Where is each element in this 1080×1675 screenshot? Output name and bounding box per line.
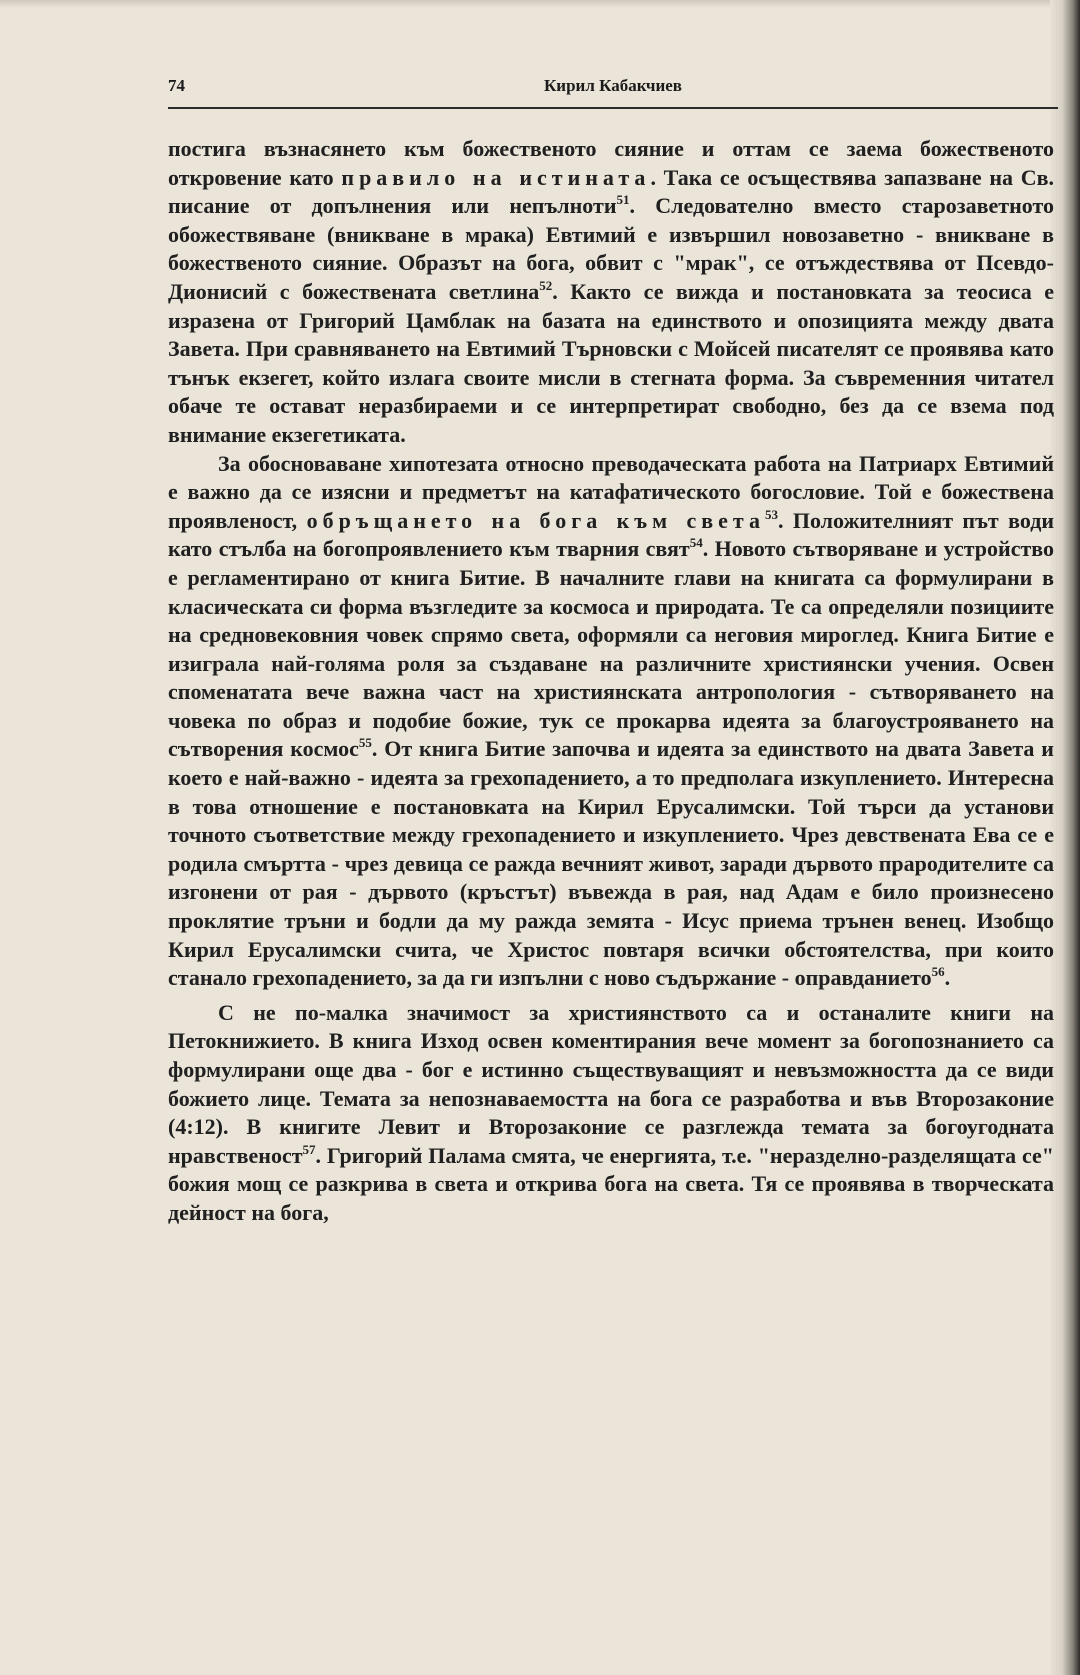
text-run: . От книга Битие започва и идеята за единството на двата Завета и което е най-важно - идеята за грехопадението, а то предполага изкуплението. Интересна в това отношение е постановката на Кирил Ерусалимски. Той търси да установи точното съответствие между грехопадението и изкуплението. Чрез девствената Ева се е родила смъртта - чрез девица се ражда вечният живот, заради дървото прародителите са изгонени от рая - дървото (кръстът) въвежда в рая, над Адам е било произнесено проклятие тръни и бодли да му ражда земята - Исус приема трънен венец. Изобщо Кирил Ерусалимски счита, че Христос повтаря всички обстоятелства, при които станало грехопадението, за да ги изпълни с ново съдържание - оправданието	[168, 736, 1054, 991]
footnote-ref: 56	[931, 964, 945, 980]
footnote-ref: 57	[302, 1141, 316, 1157]
text-run: . Както се вижда и постановката за теосиса е изразена от Григорий Цамблак на базата на единството и опозицията между двата Завета. При сравняването на Евтимий Търновски с Мойсей писателят се проявява като тънък екзегет, който излага своите мисли в стегната форма. За съвременния читател обаче те остават неразбираеми и се интерпретират свободно, без да се взема под внимание екзегетиката.	[168, 278, 1054, 447]
running-head: Кирил Кабакчиев	[543, 76, 682, 95]
footnote-ref: 55	[358, 735, 372, 751]
text-run: За обосноваване хипотезата относно преводаческата работа на Патриарх Евтимий е важно да се изясни и предметът на катафатическото богословие. Той е божествена проявленост,	[168, 450, 1054, 533]
page-top-shadow	[0, 0, 1080, 8]
text-run: . Григорий Палама смята, че енергията, т.е. "неразделно-разделящата се" божия мощ се разкрива в света и открива бога на света. Тя се проявява в творческата дейност на бога,	[168, 1142, 1054, 1225]
footnote-ref: 52	[539, 277, 553, 293]
text-run: постига възнасянето към божественото сияние и оттам се заема божественото откровение като	[168, 136, 1054, 190]
footnote-ref: 54	[689, 535, 703, 551]
body-text	[168, 135, 1054, 1228]
text-run: . Следователно вместо старозаветното обожествяване (вникване в мрака) Евтимий е извършил новозаветно - вникване в божественото сияние. Образът на бога, обвит с "мрак", се отъждествява от Псевдо-Дионисий с божествената светлина	[168, 193, 1054, 304]
text-run: . Положителният път води като стълба на богопроявлението към тварния свят	[168, 507, 1054, 562]
footnote-ref: 51	[616, 192, 630, 208]
page-number: 74	[168, 76, 185, 95]
header-rule	[168, 107, 1058, 109]
text-run: . Новото сътворяване и устройство е регламентирано от книга Битие. В началните глави на книгата са формулирани в класическата си форма възгледите за космоса и природата. Те са определяли позициите на средновековния човек спрямо света, оформяли са неговия мироглед. Книга Битие е изиграла най-голяма роля за създаване на различните християнски учения. Освен споменатата вече важна част на християнската антропология - сътворяването на човека по образ и подобие божие, тук се прокарва идеята за благоустрояването на сътворения космос	[168, 536, 1055, 762]
paragraph	[168, 135, 1054, 450]
paragraph	[168, 450, 1054, 993]
emphasized-text: обръщането на бога към света	[306, 507, 765, 533]
text-run: .	[944, 965, 951, 991]
book-spine-shadow	[1050, 0, 1080, 1675]
page-header	[168, 76, 1058, 100]
emphasized-text: правило на истината	[341, 164, 651, 190]
text-run: С не по-малка значимост за християнството са и останалите книги на Петокнижието. В книга Изход освен коментирания вече момент за богопознанието са формулирани още два - бог е истинно съществуващият и невъзможността да се види божието лице. Темата за непознаваемостта на бога се разработва и във Второзаконие (4:12). В книгите Левит и Второзаконие се разглежда темата за богоугодната нравственост	[168, 999, 1054, 1168]
footnote-ref: 53	[764, 506, 778, 522]
text-run: . Така се осъществява запазване на Св. писание от допълнения или непълноти	[168, 164, 1055, 219]
paragraph	[168, 999, 1054, 1228]
